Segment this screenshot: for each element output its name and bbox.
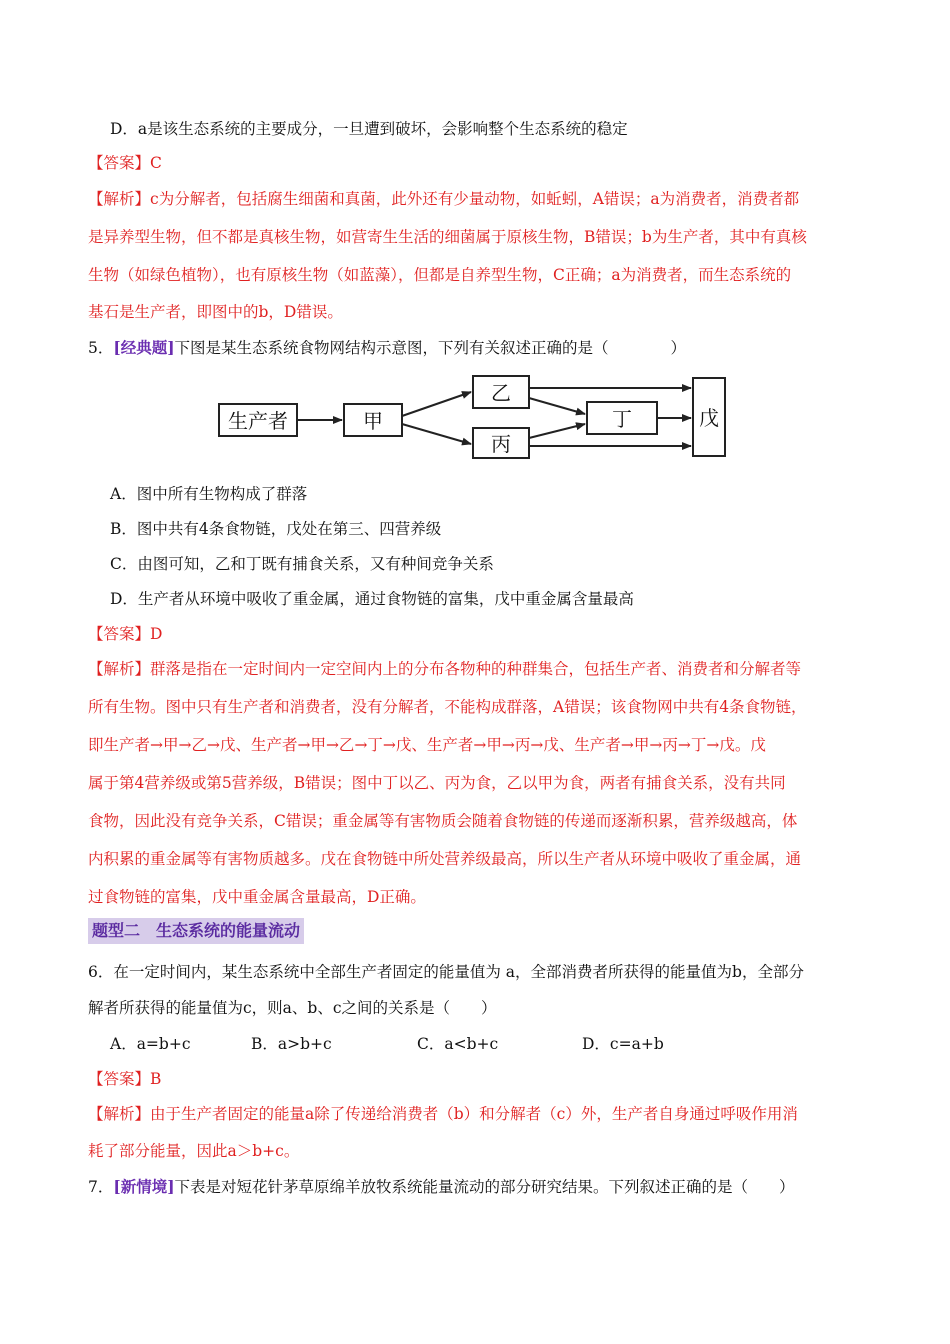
question-stem: 下图是某生态系统食物网结构示意图，下列有关叙述正确的是（ ）	[174, 339, 687, 357]
answer-value: B	[150, 1070, 162, 1088]
q5-option-d: D．生产者从环境中吸收了重金属，通过食物链的富集，戊中重金属含量最高	[110, 590, 634, 608]
q6-analysis-line-1	[88, 1103, 868, 1125]
q5-stem	[88, 337, 868, 359]
q4-analysis-line-4: 基石是生产者，即图中的b，D错误。	[88, 303, 343, 321]
q6-analysis-line-2: 耗了部分能量，因此a＞b+c。	[88, 1142, 300, 1160]
q5-answer	[88, 623, 868, 645]
q5-option-b: B．图中共有4条食物链，戊处在第三、四营养级	[110, 520, 442, 538]
q5-analysis-line-7: 过食物链的富集，戊中重金属含量最高，D正确。	[88, 888, 426, 906]
q4-analysis-line-2: 是异养型生物，但不都是真核生物，如营寄生生活的细菌属于原核生物，B错误；b为生产者，其中有真核	[88, 228, 807, 246]
arrow-yi-ding	[529, 398, 585, 414]
q6-option-d: D．c=a+b	[582, 1035, 664, 1053]
question-stem: 下表是对短花针茅草原绵羊放牧系统能量流动的部分研究结果。下列叙述正确的是（ ）	[174, 1178, 795, 1196]
question-tag: [新情境]	[113, 1177, 175, 1196]
q5-option-c: C．由图可知，乙和丁既有捕食关系，又有种间竞争关系	[110, 555, 494, 573]
q5-analysis-line-3: 即生产者→甲→乙→戊、生产者→甲→乙→丁→戊、生产者→甲→丙→戊、生产者→甲→丙→丁→戊。戊	[88, 736, 766, 754]
q5-analysis-line-5: 食物，因此没有竞争关系，C错误；重金属等有害物质会随着食物链的传递而逐渐积累，营养级越高，体	[88, 812, 798, 830]
analysis-text: 群落是指在一定时间内一定空间内上的分布各物种的种群集合，包括生产者、消费者和分解者等	[150, 660, 802, 678]
analysis-text: c为分解者，包括腐生细菌和真菌，此外还有少量动物，如蚯蚓，A错误；a为消费者，消费者都	[150, 190, 800, 208]
node-jia: 甲	[363, 409, 383, 433]
node-bing: 丙	[491, 432, 511, 456]
q5-option-a: A．图中所有生物构成了群落	[110, 485, 308, 503]
q4-option-d: D．a是该生态系统的主要成分，一旦遭到破坏，会影响整个生态系统的稳定	[110, 120, 628, 138]
answer-value: D	[150, 625, 163, 643]
analysis-text: 由于生产者固定的能量a除了传递给消费者（b）和分解者（c）外，生产者自身通过呼吸作用消	[150, 1105, 798, 1123]
q4-analysis-line-1	[88, 188, 868, 210]
q6-answer	[88, 1068, 868, 1090]
q5-analysis-line-6: 内积累的重金属等有害物质越多。戊在食物链中所处营养级最高，所以生产者从环境中吸收了重金属，通	[88, 850, 802, 868]
q5-analysis-line-4: 属于第4营养级或第5营养级，B错误；图中丁以乙、丙为食，乙以甲为食，两者有捕食关系，没有共同	[88, 774, 786, 792]
node-wu: 戊	[699, 406, 719, 430]
q7-stem	[88, 1176, 868, 1198]
node-producer: 生产者	[228, 409, 288, 433]
question-number: 5．	[88, 339, 114, 357]
q6-stem-line-2: 解者所获得的能量值为c，则a、b、c之间的关系是（ ）	[88, 999, 497, 1017]
q6-stem-line-1: 6．在一定时间内，某生态系统中全部生产者固定的能量值为 a，全部消费者所获得的能量值为b，全部分	[88, 963, 804, 981]
answer-label: 【答案】	[88, 154, 151, 172]
analysis-label: 【解析】	[88, 1105, 151, 1123]
food-web-diagram	[215, 372, 735, 462]
arrow-jia-yi	[402, 392, 471, 416]
question-tag: [经典题]	[113, 338, 175, 357]
q6-option-a: A．a=b+c	[110, 1035, 191, 1053]
q6-option-c: C．a<b+c	[417, 1035, 499, 1053]
q5-analysis-line-2: 所有生物。图中只有生产者和消费者，没有分解者，不能构成群落，A错误；该食物网中共有4条食物链，	[88, 698, 807, 716]
section-heading: 题型二 生态系统的能量流动	[88, 918, 304, 944]
q4-answer	[88, 152, 868, 174]
arrow-jia-bing	[402, 424, 471, 444]
q4-analysis-line-3: 生物（如绿色植物），也有原核生物（如蓝藻），但都是自养型生物，C正确；a为消费者，而生态系统的	[88, 266, 792, 284]
answer-value: C	[150, 154, 162, 172]
analysis-label: 【解析】	[88, 660, 151, 678]
answer-label: 【答案】	[88, 625, 151, 643]
q5-analysis-line-1	[88, 658, 868, 680]
question-number: 7．	[88, 1178, 114, 1196]
analysis-label: 【解析】	[88, 190, 151, 208]
node-yi: 乙	[491, 381, 511, 405]
q6-option-b: B．a>b+c	[251, 1035, 332, 1053]
arrow-bing-ding	[529, 424, 585, 438]
answer-label: 【答案】	[88, 1070, 151, 1088]
node-ding: 丁	[612, 407, 632, 431]
